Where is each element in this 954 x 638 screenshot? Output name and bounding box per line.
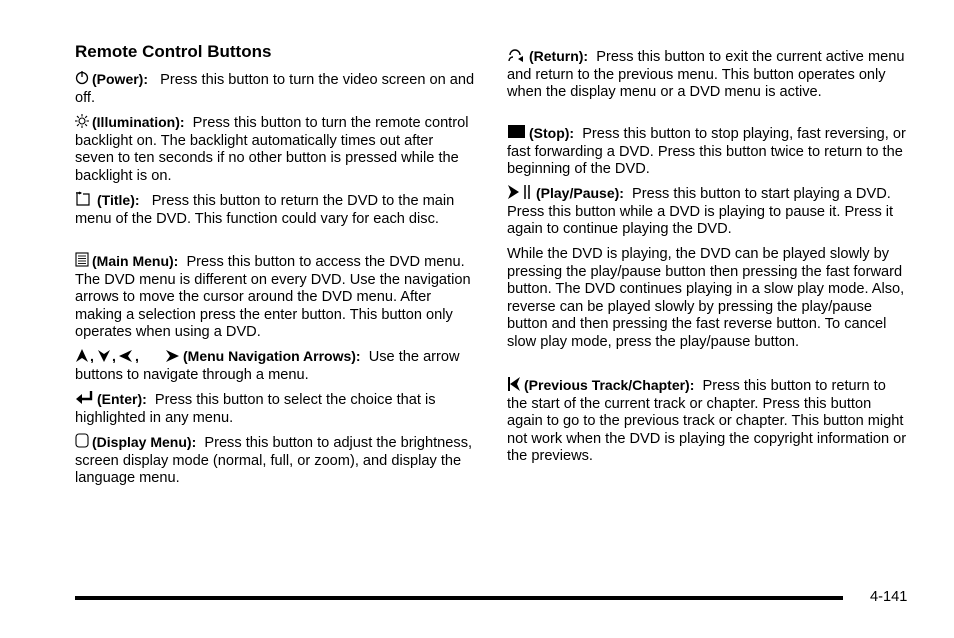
- play-pause-icon: [507, 184, 533, 199]
- main-menu-icon: [75, 252, 89, 267]
- svg-text:,: ,: [90, 348, 94, 363]
- paragraph-text: While the DVD is playing, the DVD can be played slowly by pressing the play/pause button then pressing the fast forward button. The DVD continues playing in a slow play mode. Also, reverse can be played slowly by pressing the play/pause button and then pressing the fast reverse button. To cancel slow play mode, press the play/pause button.: [507, 246, 905, 350]
- entry-text: Press this button to access the DVD menu. The DVD menu is different on every DVD. Use the navigation arrows to move the cursor around the DVD menu. After making a selection press the enter button. This button only operates when using a DVD.: [75, 254, 471, 341]
- entry-text: Press this button to exit the current active menu and return to the previous menu. This button operates only when the display menu or a DVD menu is active.: [507, 49, 905, 101]
- entry-term: (Illumination):: [92, 114, 185, 130]
- slow-play-paragraph: [507, 246, 907, 352]
- illumination-entry: [75, 113, 475, 185]
- entry-term: (Power):: [92, 71, 148, 87]
- enter-entry: [75, 390, 475, 427]
- menu-navigation-entry: [75, 348, 475, 384]
- entry-term: (Play/Pause):: [536, 185, 624, 201]
- entry-term: (Main Menu):: [92, 253, 179, 269]
- entry-text: Press this button to adjust the brightness, screen display mode (normal, full, or zoom), and display the language menu.: [75, 435, 473, 487]
- entry-text: Press this button to return the DVD to the main menu of the DVD. This function could vary for each disc.: [75, 193, 455, 227]
- enter-icon: [75, 390, 94, 405]
- illumination-icon: [75, 113, 89, 128]
- entry-text: Press this button to return to the start of the current track or chapter. Press this button again to go to the previous track or chapter. This button might not work when the DVD is playing the copyright information or the previews.: [507, 378, 907, 465]
- stop-entry: [507, 124, 907, 179]
- entry-text: Press this button to select the choice that is highlighted in any menu.: [75, 392, 436, 426]
- previous-track-entry: [507, 376, 907, 466]
- entry-text: Use the arrow buttons to navigate through a menu.: [75, 349, 460, 383]
- power-entry: [75, 70, 475, 107]
- play-pause-entry: [507, 184, 907, 239]
- title-entry: [75, 191, 475, 228]
- entry-term: (Display Menu):: [92, 434, 197, 450]
- entry-text: Press this button to stop playing, fast reversing, or fast forwarding a DVD. Press this button twice to return to the beginning of the DVD.: [507, 126, 906, 178]
- title-icon: [75, 191, 94, 206]
- entry-term: (Menu Navigation Arrows):: [183, 348, 361, 364]
- footer-rule: [75, 596, 843, 600]
- page-number: 4-141: [870, 589, 908, 605]
- entry-term: (Return):: [529, 48, 589, 64]
- entry-text: Press this button to turn the remote control backlight on. The backlight automatically times out after seven to ten seconds if no other button is pressed while the backlight is on.: [75, 115, 469, 184]
- display-menu-entry: [75, 433, 475, 488]
- return-icon: [507, 47, 526, 62]
- entry-term: (Title):: [97, 192, 140, 208]
- svg-text:,: ,: [135, 348, 139, 363]
- return-entry: [507, 47, 907, 102]
- display-menu-icon: [75, 433, 89, 448]
- entry-term: (Stop):: [529, 125, 575, 141]
- entry-term: (Previous Track/Chapter):: [524, 377, 695, 393]
- svg-text:,: ,: [112, 348, 116, 363]
- previous-track-icon: [507, 376, 521, 391]
- entry-term: (Enter):: [97, 391, 147, 407]
- entry-text: Press this button to turn the video screen on and off.: [75, 72, 475, 106]
- main-menu-entry: [75, 252, 475, 342]
- stop-icon: [507, 124, 526, 139]
- entry-text: Press this button to start playing a DVD. Press this button while a DVD is playing to pause it. Press it again to continue playing the DVD.: [507, 186, 894, 238]
- power-icon: [75, 70, 89, 85]
- menu-navigation-arrows-icon: [75, 348, 183, 363]
- section-heading: Remote Control Buttons: [75, 42, 272, 61]
